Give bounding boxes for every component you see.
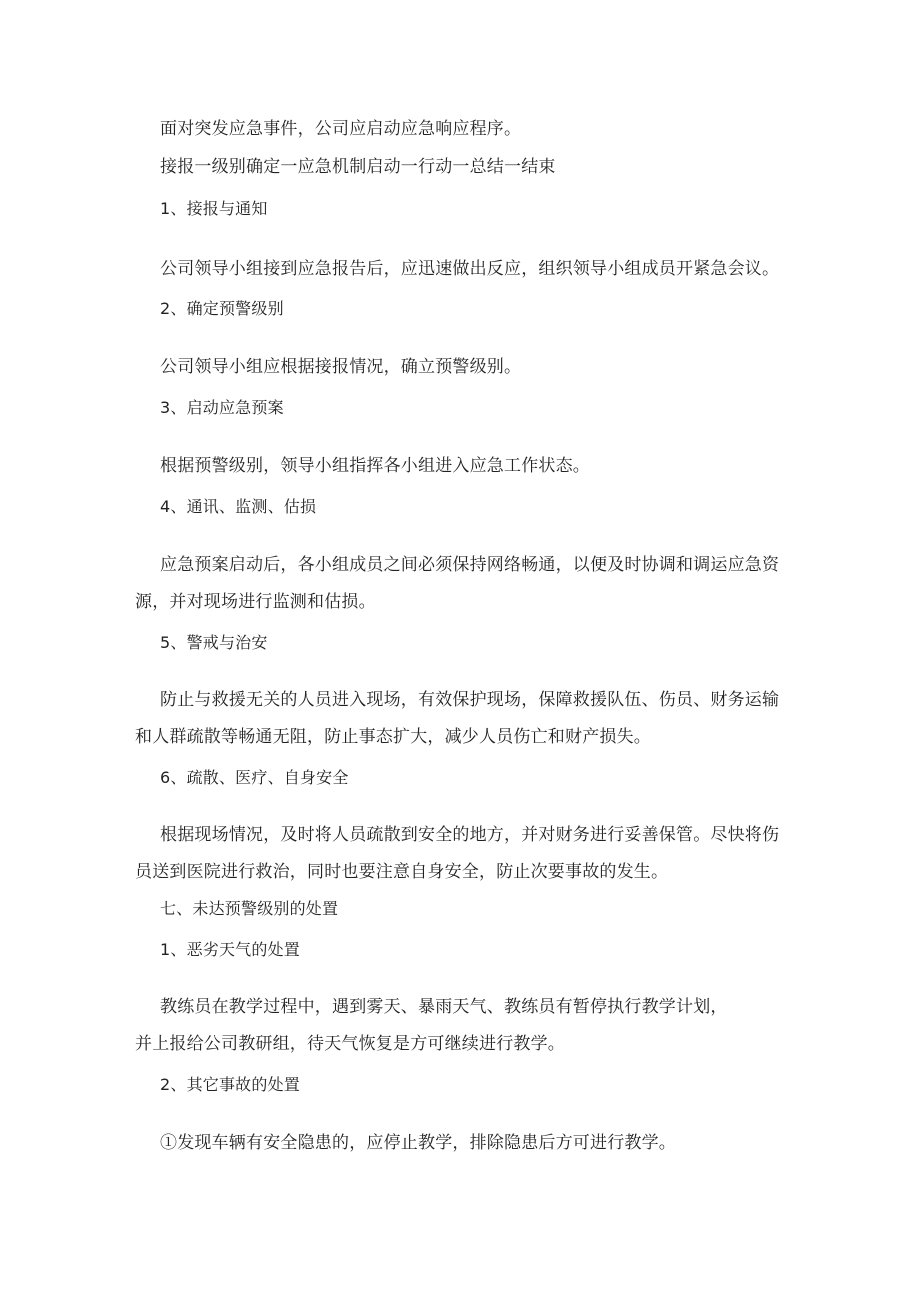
section-1-title: 1、接报与通知 (160, 199, 268, 218)
subsection-2-item-1: ①发现车辆有安全隐患的，应停止教学，排除隐患后方可进行教学。 (160, 1133, 676, 1153)
section-5-body-line-2: 和人群疏散等畅通无阻，防止事态扩大，减少人员伤亡和财产损失。 (135, 727, 651, 747)
subsection-1-title: 1、恶劣天气的处置 (160, 940, 300, 959)
chapter-7-title: 七、未达预警级别的处置 (160, 899, 339, 918)
section-4-title: 4、通讯、监测、估损 (160, 497, 317, 516)
section-3-body: 根据预警级别，领导小组指挥各小组进入应急工作状态。 (160, 456, 590, 476)
subsection-1-body-line-1: 教练员在教学过程中，遇到雾天、暴雨天气、教练员有暂停执行教学计划， (160, 997, 728, 1017)
intro-paragraph: 面对突发应急事件，公司应启动应急响应程序。 (160, 119, 522, 139)
subsection-1-body-line-2: 并上报给公司教研组，待天气恢复是方可继续进行教学。 (135, 1034, 565, 1054)
section-1-body: 公司领导小组接到应急报告后，应迅速做出反应，组织领导小组成员开紧急会议。 (160, 259, 780, 279)
section-4-body-line-2: 源，并对现场进行监测和估损。 (135, 592, 376, 612)
section-6-body-line-1: 根据现场情况，及时将人员疏散到安全的地方，并对财务进行妥善保管。尽快将伤 (160, 825, 780, 845)
response-flow-line: 接报一级别确定一应急机制启动一行动一总结一结束 (160, 157, 556, 177)
section-4-body-line-1: 应急预案启动后，各小组成员之间必须保持网络畅通，以便及时协调和调运应急资 (160, 555, 780, 575)
section-2-title: 2、确定预警级别 (160, 299, 284, 318)
section-5-body-line-1: 防止与救援无关的人员进入现场，有效保护现场，保障救援队伍、伤员、财务运输 (160, 690, 780, 710)
subsection-2-title: 2、其它事故的处置 (160, 1075, 300, 1094)
section-6-body-line-2: 员送到医院进行救治，同时也要注意自身安全，防止次要事故的发生。 (135, 862, 669, 882)
section-6-title: 6、疏散、医疗、自身安全 (160, 768, 349, 787)
section-3-title: 3、启动应急预案 (160, 398, 284, 417)
section-2-body: 公司领导小组应根据接报情况，确立预警级别。 (160, 357, 522, 377)
section-5-title: 5、警戒与治安 (160, 633, 268, 652)
